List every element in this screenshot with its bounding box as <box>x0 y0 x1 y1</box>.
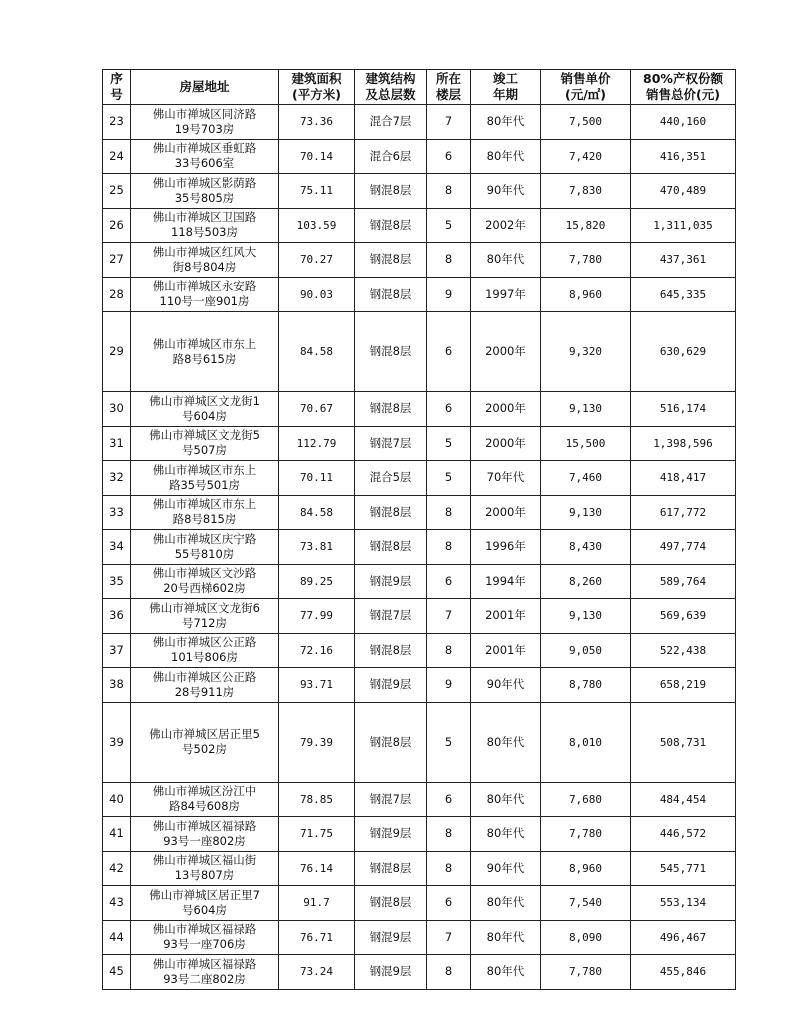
header-structure: 建筑结构 及总层数 <box>355 70 427 105</box>
cell-total-price: 437,361 <box>631 243 736 278</box>
cell-structure: 钢混8层 <box>355 702 427 782</box>
cell-seq: 31 <box>103 426 131 461</box>
cell-floor: 8 <box>427 243 471 278</box>
table-row <box>103 392 736 427</box>
cell-completed: 80年代 <box>471 817 541 852</box>
table-row <box>103 277 736 312</box>
cell-address: 佛山市禅城区红风大 街8号804房 <box>131 243 279 278</box>
cell-unit-price: 7,780 <box>541 243 631 278</box>
cell-structure: 混合6层 <box>355 139 427 174</box>
table-body <box>103 105 736 990</box>
cell-address: 佛山市禅城区影荫路 35号805房 <box>131 174 279 209</box>
cell-floor: 5 <box>427 461 471 496</box>
cell-area: 76.71 <box>279 920 355 955</box>
cell-structure: 钢混7层 <box>355 426 427 461</box>
cell-structure: 钢混8层 <box>355 392 427 427</box>
table-row <box>103 851 736 886</box>
cell-area: 90.03 <box>279 277 355 312</box>
cell-completed: 2000年 <box>471 426 541 461</box>
table-row <box>103 817 736 852</box>
cell-floor: 5 <box>427 208 471 243</box>
cell-floor: 7 <box>427 920 471 955</box>
cell-seq: 36 <box>103 599 131 634</box>
cell-structure: 钢混8层 <box>355 277 427 312</box>
cell-total-price: 522,438 <box>631 633 736 668</box>
cell-completed: 80年代 <box>471 920 541 955</box>
cell-seq: 42 <box>103 851 131 886</box>
cell-structure: 混合7层 <box>355 105 427 140</box>
cell-address: 佛山市禅城区居正里7 号604房 <box>131 886 279 921</box>
cell-area: 72.16 <box>279 633 355 668</box>
cell-floor: 8 <box>427 495 471 530</box>
cell-area: 84.58 <box>279 312 355 392</box>
cell-area: 103.59 <box>279 208 355 243</box>
cell-completed: 80年代 <box>471 243 541 278</box>
cell-structure: 钢混7层 <box>355 782 427 817</box>
cell-total-price: 658,219 <box>631 668 736 703</box>
cell-floor: 6 <box>427 392 471 427</box>
cell-area: 77.99 <box>279 599 355 634</box>
cell-floor: 8 <box>427 851 471 886</box>
cell-address: 佛山市禅城区卫国路 118号503房 <box>131 208 279 243</box>
cell-seq: 40 <box>103 782 131 817</box>
cell-unit-price: 7,540 <box>541 886 631 921</box>
cell-address: 佛山市禅城区永安路 110号一座901房 <box>131 277 279 312</box>
cell-area: 73.36 <box>279 105 355 140</box>
cell-total-price: 508,731 <box>631 702 736 782</box>
table-row <box>103 426 736 461</box>
cell-unit-price: 8,090 <box>541 920 631 955</box>
cell-total-price: 496,467 <box>631 920 736 955</box>
cell-total-price: 446,572 <box>631 817 736 852</box>
cell-completed: 2001年 <box>471 599 541 634</box>
cell-area: 70.11 <box>279 461 355 496</box>
cell-seq: 37 <box>103 633 131 668</box>
cell-completed: 90年代 <box>471 851 541 886</box>
cell-unit-price: 7,460 <box>541 461 631 496</box>
cell-seq: 27 <box>103 243 131 278</box>
cell-area: 89.25 <box>279 564 355 599</box>
header-address: 房屋地址 <box>131 70 279 105</box>
cell-structure: 钢混9层 <box>355 920 427 955</box>
cell-area: 70.27 <box>279 243 355 278</box>
table-row <box>103 208 736 243</box>
cell-floor: 5 <box>427 426 471 461</box>
cell-unit-price: 9,130 <box>541 599 631 634</box>
cell-seq: 43 <box>103 886 131 921</box>
cell-area: 79.39 <box>279 702 355 782</box>
table-row <box>103 955 736 990</box>
cell-completed: 2000年 <box>471 392 541 427</box>
cell-floor: 8 <box>427 633 471 668</box>
cell-address: 佛山市禅城区福禄路 93号二座802房 <box>131 955 279 990</box>
cell-unit-price: 15,500 <box>541 426 631 461</box>
cell-structure: 钢混9层 <box>355 668 427 703</box>
table-row <box>103 702 736 782</box>
cell-completed: 80年代 <box>471 105 541 140</box>
cell-completed: 80年代 <box>471 702 541 782</box>
cell-seq: 28 <box>103 277 131 312</box>
cell-address: 佛山市禅城区汾江中 路84号608房 <box>131 782 279 817</box>
cell-unit-price: 8,260 <box>541 564 631 599</box>
cell-total-price: 455,846 <box>631 955 736 990</box>
cell-completed: 1996年 <box>471 530 541 565</box>
cell-structure: 钢混9层 <box>355 817 427 852</box>
table-row <box>103 633 736 668</box>
cell-total-price: 589,764 <box>631 564 736 599</box>
cell-unit-price: 8,960 <box>541 277 631 312</box>
cell-area: 112.79 <box>279 426 355 461</box>
cell-unit-price: 8,010 <box>541 702 631 782</box>
cell-floor: 8 <box>427 817 471 852</box>
cell-seq: 41 <box>103 817 131 852</box>
cell-total-price: 569,639 <box>631 599 736 634</box>
cell-total-price: 545,771 <box>631 851 736 886</box>
cell-address: 佛山市禅城区居正里5 号502房 <box>131 702 279 782</box>
cell-unit-price: 8,780 <box>541 668 631 703</box>
cell-floor: 6 <box>427 139 471 174</box>
table-row <box>103 461 736 496</box>
cell-seq: 35 <box>103 564 131 599</box>
cell-unit-price: 9,130 <box>541 392 631 427</box>
cell-structure: 钢混8层 <box>355 312 427 392</box>
cell-completed: 1994年 <box>471 564 541 599</box>
cell-area: 70.14 <box>279 139 355 174</box>
table-row <box>103 564 736 599</box>
cell-unit-price: 8,960 <box>541 851 631 886</box>
cell-seq: 39 <box>103 702 131 782</box>
cell-structure: 钢混8层 <box>355 851 427 886</box>
cell-total-price: 553,134 <box>631 886 736 921</box>
cell-address: 佛山市禅城区市东上 路8号815房 <box>131 495 279 530</box>
cell-unit-price: 9,320 <box>541 312 631 392</box>
cell-unit-price: 7,780 <box>541 817 631 852</box>
cell-floor: 8 <box>427 530 471 565</box>
cell-unit-price: 9,130 <box>541 495 631 530</box>
cell-area: 93.71 <box>279 668 355 703</box>
cell-total-price: 630,629 <box>631 312 736 392</box>
cell-address: 佛山市禅城区同济路 19号703房 <box>131 105 279 140</box>
cell-structure: 混合5层 <box>355 461 427 496</box>
cell-unit-price: 9,050 <box>541 633 631 668</box>
cell-total-price: 1,311,035 <box>631 208 736 243</box>
table-row <box>103 495 736 530</box>
table-row <box>103 174 736 209</box>
cell-unit-price: 7,420 <box>541 139 631 174</box>
cell-floor: 7 <box>427 599 471 634</box>
cell-floor: 6 <box>427 886 471 921</box>
cell-seq: 34 <box>103 530 131 565</box>
cell-area: 71.75 <box>279 817 355 852</box>
cell-completed: 2001年 <box>471 633 541 668</box>
cell-address: 佛山市禅城区文龙街6 号712房 <box>131 599 279 634</box>
cell-address: 佛山市禅城区福山街 13号807房 <box>131 851 279 886</box>
cell-address: 佛山市禅城区文龙街5 号507房 <box>131 426 279 461</box>
cell-completed: 2000年 <box>471 312 541 392</box>
cell-area: 73.81 <box>279 530 355 565</box>
cell-total-price: 418,417 <box>631 461 736 496</box>
cell-seq: 26 <box>103 208 131 243</box>
cell-structure: 钢混8层 <box>355 174 427 209</box>
cell-completed: 90年代 <box>471 668 541 703</box>
table-row <box>103 886 736 921</box>
table-row <box>103 105 736 140</box>
cell-total-price: 516,174 <box>631 392 736 427</box>
cell-total-price: 470,489 <box>631 174 736 209</box>
cell-address: 佛山市禅城区福禄路 93号一座706房 <box>131 920 279 955</box>
cell-total-price: 497,774 <box>631 530 736 565</box>
cell-seq: 45 <box>103 955 131 990</box>
table-row <box>103 530 736 565</box>
header-unit-price: 销售单价 (元/㎡) <box>541 70 631 105</box>
cell-area: 73.24 <box>279 955 355 990</box>
cell-structure: 钢混7层 <box>355 599 427 634</box>
cell-address: 佛山市禅城区福禄路 93号一座802房 <box>131 817 279 852</box>
cell-floor: 6 <box>427 312 471 392</box>
cell-address: 佛山市禅城区市东上 路8号615房 <box>131 312 279 392</box>
cell-total-price: 484,454 <box>631 782 736 817</box>
cell-floor: 6 <box>427 564 471 599</box>
cell-area: 70.67 <box>279 392 355 427</box>
cell-structure: 钢混9层 <box>355 955 427 990</box>
cell-address: 佛山市禅城区文龙街1 号604房 <box>131 392 279 427</box>
cell-unit-price: 7,500 <box>541 105 631 140</box>
cell-seq: 23 <box>103 105 131 140</box>
cell-unit-price: 8,430 <box>541 530 631 565</box>
cell-area: 91.7 <box>279 886 355 921</box>
cell-structure: 钢混8层 <box>355 495 427 530</box>
cell-area: 75.11 <box>279 174 355 209</box>
cell-floor: 9 <box>427 277 471 312</box>
cell-completed: 90年代 <box>471 174 541 209</box>
cell-completed: 1997年 <box>471 277 541 312</box>
cell-seq: 32 <box>103 461 131 496</box>
header-floor: 所在 楼层 <box>427 70 471 105</box>
cell-total-price: 1,398,596 <box>631 426 736 461</box>
cell-structure: 钢混8层 <box>355 208 427 243</box>
cell-total-price: 617,772 <box>631 495 736 530</box>
cell-seq: 25 <box>103 174 131 209</box>
cell-structure: 钢混8层 <box>355 886 427 921</box>
cell-seq: 38 <box>103 668 131 703</box>
header-total-price: 80%产权份额 销售总价(元) <box>631 70 736 105</box>
cell-floor: 8 <box>427 955 471 990</box>
table-row <box>103 782 736 817</box>
cell-address: 佛山市禅城区市东上 路35号501房 <box>131 461 279 496</box>
table-row <box>103 139 736 174</box>
cell-unit-price: 7,680 <box>541 782 631 817</box>
cell-address: 佛山市禅城区庆宁路 55号810房 <box>131 530 279 565</box>
table-row <box>103 668 736 703</box>
cell-total-price: 440,160 <box>631 105 736 140</box>
cell-completed: 80年代 <box>471 139 541 174</box>
cell-floor: 9 <box>427 668 471 703</box>
table-row <box>103 599 736 634</box>
cell-seq: 24 <box>103 139 131 174</box>
cell-completed: 2002年 <box>471 208 541 243</box>
cell-seq: 44 <box>103 920 131 955</box>
cell-unit-price: 15,820 <box>541 208 631 243</box>
cell-area: 76.14 <box>279 851 355 886</box>
cell-floor: 7 <box>427 105 471 140</box>
cell-floor: 6 <box>427 782 471 817</box>
cell-unit-price: 7,830 <box>541 174 631 209</box>
cell-area: 78.85 <box>279 782 355 817</box>
cell-structure: 钢混8层 <box>355 243 427 278</box>
cell-completed: 80年代 <box>471 886 541 921</box>
table-row <box>103 920 736 955</box>
cell-address: 佛山市禅城区公正路 28号911房 <box>131 668 279 703</box>
header-completed: 竣工 年期 <box>471 70 541 105</box>
cell-total-price: 416,351 <box>631 139 736 174</box>
cell-completed: 2000年 <box>471 495 541 530</box>
cell-seq: 29 <box>103 312 131 392</box>
table-header-row <box>103 70 736 105</box>
cell-structure: 钢混8层 <box>355 633 427 668</box>
cell-area: 84.58 <box>279 495 355 530</box>
property-sales-table <box>102 69 736 990</box>
cell-completed: 70年代 <box>471 461 541 496</box>
table-row <box>103 312 736 392</box>
cell-structure: 钢混9层 <box>355 564 427 599</box>
table-row <box>103 243 736 278</box>
cell-structure: 钢混8层 <box>355 530 427 565</box>
cell-seq: 33 <box>103 495 131 530</box>
cell-address: 佛山市禅城区垂虹路 33号606室 <box>131 139 279 174</box>
cell-address: 佛山市禅城区公正路 101号806房 <box>131 633 279 668</box>
header-area: 建筑面积 (平方米) <box>279 70 355 105</box>
cell-address: 佛山市禅城区文沙路 20号西梯602房 <box>131 564 279 599</box>
cell-floor: 8 <box>427 174 471 209</box>
cell-unit-price: 7,780 <box>541 955 631 990</box>
cell-total-price: 645,335 <box>631 277 736 312</box>
cell-seq: 30 <box>103 392 131 427</box>
cell-completed: 80年代 <box>471 955 541 990</box>
header-seq: 序 号 <box>103 70 131 105</box>
cell-completed: 80年代 <box>471 782 541 817</box>
cell-floor: 5 <box>427 702 471 782</box>
